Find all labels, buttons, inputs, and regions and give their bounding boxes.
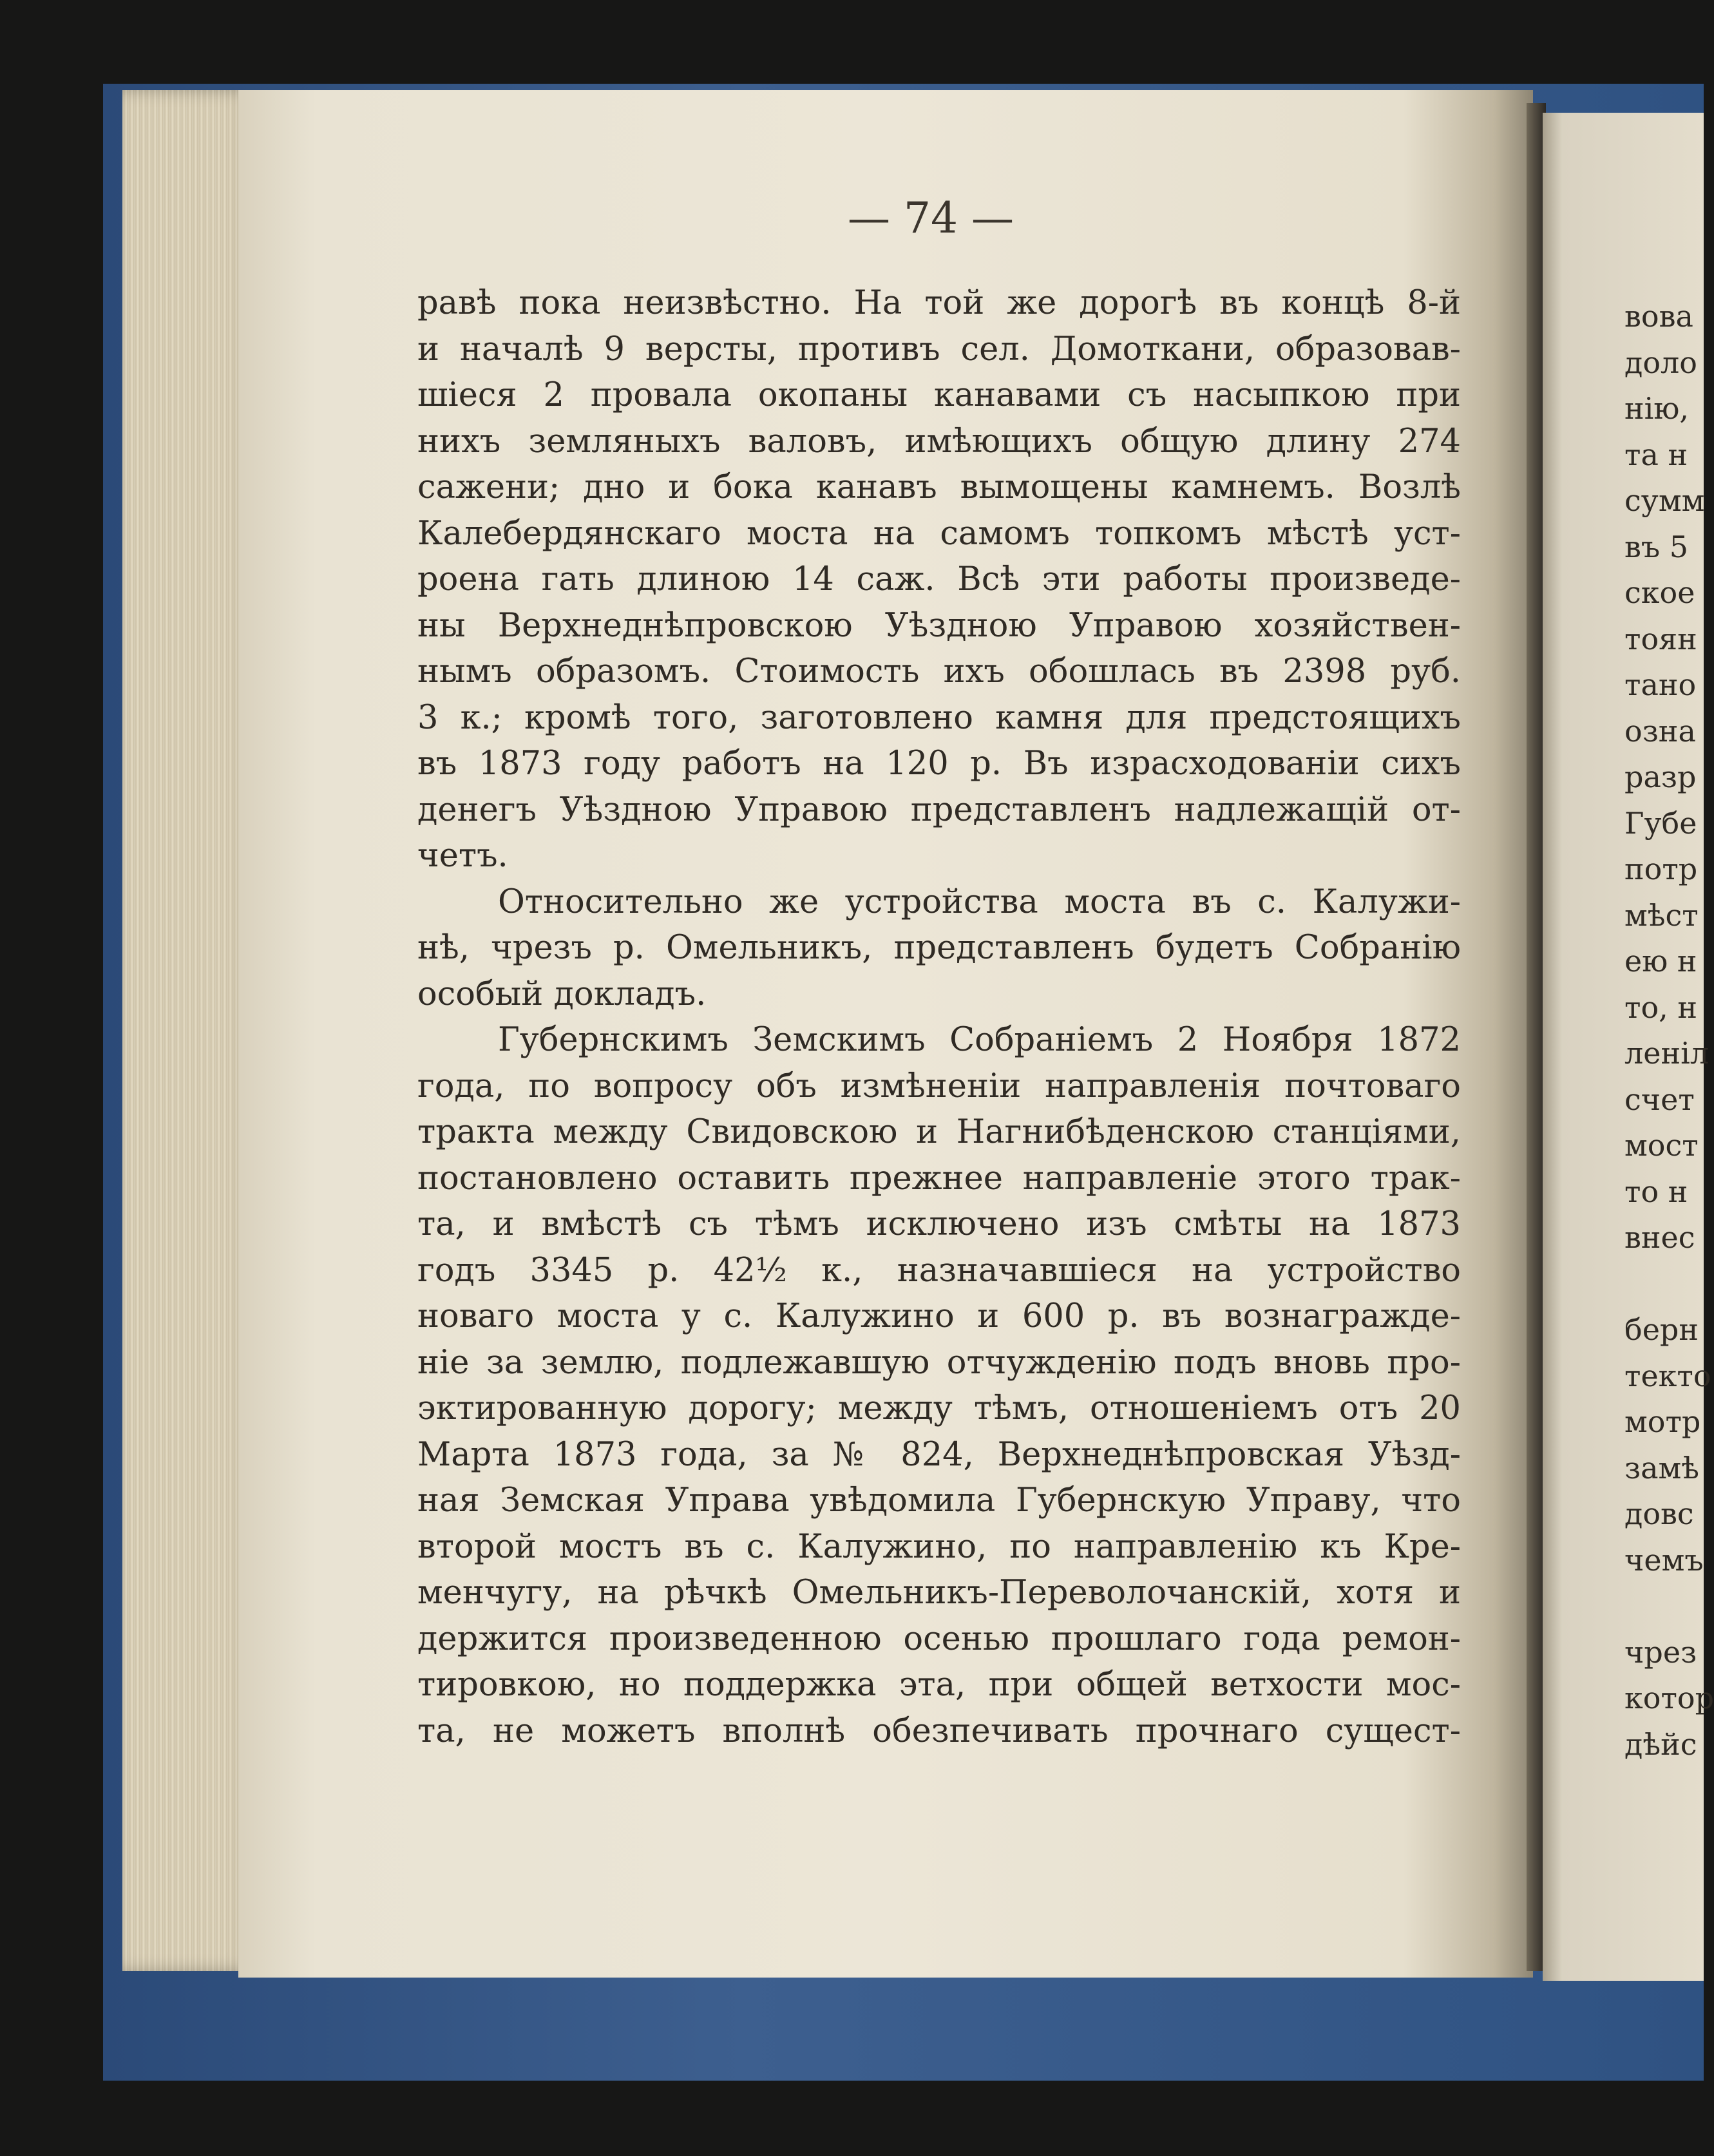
right-text-line: дѣйс — [1624, 1726, 1697, 1762]
text-line: держится произведенною осенью прошлаго года ремон- — [417, 1619, 1461, 1658]
right-text-line: мѣст — [1624, 897, 1699, 933]
text-line: второй мостъ въ с. Калужино, по направленію къ Кре- — [417, 1527, 1461, 1566]
text-line: новаго моста у с. Калужино и 600 р. въ вознагражде- — [417, 1297, 1461, 1335]
right-text-line: нію, — [1624, 391, 1690, 426]
right-text-line: вова — [1624, 299, 1693, 334]
right-text-line: потр — [1624, 852, 1698, 886]
text-line: въ 1873 году работъ на 120 р. Въ израсходованіи сихъ — [417, 745, 1461, 783]
right-text-line: сумм — [1624, 483, 1705, 518]
text-line: годъ 3345 р. 42½ к., назначавшіеся на устройство — [417, 1251, 1461, 1290]
text-line: ная Земская Управа увѣдомила Губернскую Управу, что — [417, 1482, 1461, 1520]
right-text-line — [1624, 1583, 1704, 1630]
text-line: года, по вопросу объ измѣненіи направленія почтоваго — [417, 1067, 1461, 1105]
text-line: и началѣ 9 версты, противъ сел. Домоткани, образовав- — [417, 330, 1461, 368]
right-text-line: въ 5 — [1624, 529, 1689, 564]
text-line: 3 к.; кромѣ того, заготовлено камня для предстоящихъ — [417, 698, 1461, 737]
text-line: та, и вмѣстѣ съ тѣмъ исключено изъ смѣты на 1873 — [417, 1205, 1461, 1243]
page-number: — 74 — — [848, 193, 1014, 243]
text-line: роена гать длиною 14 саж. Всѣ эти работы произведе- — [417, 560, 1461, 598]
text-line: Относительно же устройства моста въ с. Калужи- — [498, 882, 1461, 921]
right-text-line: ею н — [1624, 944, 1697, 978]
right-text-line: внес — [1624, 1220, 1695, 1255]
right-text-line: счет — [1624, 1082, 1695, 1117]
right-text-line: чрез — [1624, 1634, 1697, 1670]
text-line: нымъ образомъ. Стоимость ихъ обошлась въ 2398 руб. — [417, 653, 1461, 691]
right-text-line: мост — [1624, 1128, 1699, 1163]
right-text-line: та н — [1624, 437, 1688, 472]
text-line: особый докладъ. — [417, 975, 707, 1013]
right-text-line: озна — [1624, 713, 1696, 749]
right-text-line: текто — [1624, 1358, 1711, 1393]
right-text-line: довс — [1624, 1496, 1694, 1531]
text-line: эктированную дорогу; между тѣмъ, отношеніемъ отъ 20 — [417, 1389, 1461, 1427]
text-line: нихъ земляныхъ валовъ, имѣющихъ общую длину 274 — [417, 422, 1461, 461]
text-line: ны Верхнеднѣпровскою Уѣздною Управою хозяйствен- — [417, 606, 1461, 645]
text-line: тировкою, но поддержка эта, при общей ветхости мос- — [417, 1666, 1461, 1704]
text-line: денегъ Уѣздною Управою представленъ надлежащій от- — [417, 790, 1461, 829]
right-text-line: то, н — [1624, 989, 1698, 1025]
text-line: равѣ пока неизвѣстно. На той же дорогѣ въ концѣ 8-й — [417, 284, 1461, 322]
text-line: нѣ, чрезъ р. Омельникъ, представленъ будетъ Собранію — [417, 929, 1461, 967]
right-text-line — [1624, 1261, 1704, 1308]
right-page-text-fragment — [1624, 294, 1714, 1768]
right-text-line: ское — [1624, 575, 1695, 610]
text-line: ніе за землю, подлежавшую отчужденію подъ вновь про- — [417, 1343, 1461, 1382]
right-text-line: тано — [1624, 667, 1697, 702]
right-text-line: мотр — [1624, 1404, 1701, 1439]
text-line: Марта 1873 года, за № 824, Верхнеднѣпровская Уѣзд- — [417, 1435, 1461, 1474]
text-line: та, не можетъ вполнѣ обезпечивать прочнаго сущест- — [417, 1712, 1461, 1750]
text-line: постановлено оставить прежнее направленіе этого трак- — [417, 1159, 1461, 1197]
right-text-line: то н — [1624, 1174, 1688, 1209]
text-line: Губернскимъ Земскимъ Собраніемъ 2 Ноября 1872 — [498, 1021, 1461, 1059]
right-text-line: разр — [1624, 759, 1697, 794]
right-text-line: леніл — [1624, 1036, 1709, 1071]
right-text-line: Губе — [1624, 805, 1697, 841]
text-line: менчугу, на рѣчкѣ Омельникъ-Переволочанскій, хотя и — [417, 1574, 1461, 1612]
right-text-line: тоян — [1624, 621, 1697, 656]
right-text-line: чемъ — [1624, 1542, 1704, 1578]
page-edges — [122, 90, 251, 1971]
right-text-line: доло — [1624, 345, 1697, 380]
text-line: шіеся 2 провала окопаны канавами съ насыпкою при — [417, 376, 1461, 414]
right-text-line: берн — [1624, 1312, 1699, 1347]
text-line: Калебердянскаго моста на самомъ топкомъ мѣстѣ уст- — [417, 514, 1461, 553]
text-line: тракта между Свидовскою и Нагнибѣденскою станціями, — [417, 1113, 1461, 1151]
text-line: четъ. — [417, 837, 508, 875]
right-text-line: котор — [1624, 1681, 1714, 1715]
right-text-line: замѣ — [1624, 1450, 1700, 1485]
main-text-block — [417, 280, 1461, 1754]
text-line: сажени; дно и бока канавъ вымощены камнемъ. Возлѣ — [417, 468, 1461, 506]
